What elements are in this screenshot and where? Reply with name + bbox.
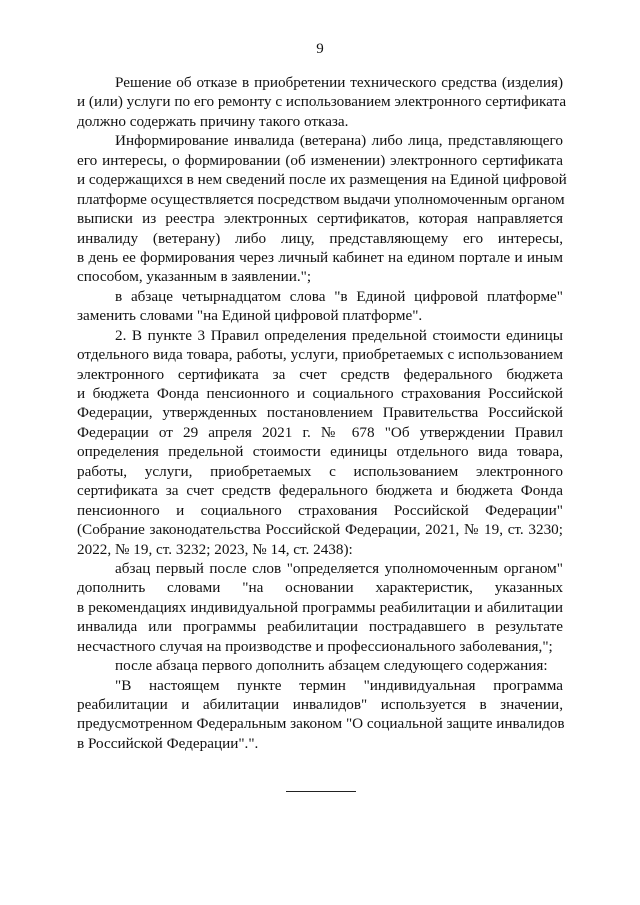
- text-line: сертификата за счет средств федерального бюджета и бюджета Фонда: [77, 482, 563, 500]
- text-line: и (или) услуги по его ремонту с использованием электронного сертификата: [77, 93, 567, 111]
- end-divider: [286, 791, 356, 792]
- document-body: [77, 73, 567, 753]
- text-line: в день ее формирования через личный кабинет на едином портале и иным: [77, 248, 563, 266]
- text-line: 2. В пункте 3 Правил определения предельной стоимости единицы: [115, 326, 563, 344]
- text-line: в Российской Федерации".".: [77, 734, 259, 752]
- text-line: в абзаце четырнадцатом слова "в Единой цифровой платформе": [115, 287, 563, 305]
- text-line: абзац первый после слов "определяется уполномоченным органом": [115, 559, 563, 577]
- text-line: Федерации, утвержденных постановлением Правительства Российской: [77, 404, 563, 422]
- text-line: инвалиду (ветерану) либо лицу, представляющему его интересы,: [77, 229, 563, 247]
- text-line: выписки из реестра электронных сертификатов, которая направляется: [77, 210, 563, 228]
- text-line: инвалида или программы реабилитации пострадавшего в результате: [77, 618, 563, 636]
- text-line: реабилитации и абилитации инвалидов" используется в значении,: [77, 696, 563, 713]
- text-line: "В настоящем пункте термин "индивидуальная программа: [115, 676, 563, 694]
- text-line: определения предельной стоимости единицы отдельного вида товара,: [77, 443, 563, 461]
- text-line: способом, указанным в заявлении.";: [77, 268, 312, 286]
- text-line: заменить словами "на Единой цифровой платформе".: [77, 307, 423, 325]
- text-line: пенсионного и социального страхования Российской Федерации": [77, 501, 563, 519]
- text-line: и содержащихся в нем сведений после их размещения на Единой цифровой: [77, 171, 567, 189]
- text-line: после абзаца первого дополнить абзацем следующего содержания:: [115, 657, 548, 675]
- text-line: платформе осуществляется посредством выдачи уполномоченным органом: [77, 190, 565, 208]
- text-line: несчастного случая на производстве и профессионального заболевания,";: [77, 637, 553, 655]
- text-line: работы, услуги, приобретаемых с использованием электронного: [77, 462, 563, 480]
- text-line: Федерации от 29 апреля 2021 г. № 678 "Об утверждении Правил: [77, 423, 563, 441]
- text-line: электронного сертификата за счет средств федерального бюджета: [77, 365, 563, 383]
- text-line: в рекомендациях индивидуальной программы реабилитации и абилитации: [77, 598, 563, 616]
- page-number: 9: [316, 41, 324, 57]
- text-line: дополнить словами "на основании характеристик, указанных: [77, 579, 563, 597]
- text-line: Решение об отказе в приобретении технического средства (изделия): [115, 74, 563, 91]
- text-line: предусмотренном Федеральным законом "О социальной защите инвалидов: [77, 715, 565, 733]
- text-line: и бюджета Фонда пенсионного и социального страхования Российской: [77, 385, 563, 402]
- text-line: 2022, № 19, ст. 3232; 2023, № 14, ст. 2438):: [77, 540, 353, 558]
- text-line: его интересы, о формировании (об изменении) электронного сертификата: [77, 151, 563, 169]
- text-line: Информирование инвалида (ветерана) либо лица, представляющего: [115, 132, 563, 150]
- text-line: должно содержать причину такого отказа.: [77, 112, 349, 130]
- text-line: (Собрание законодательства Российской Федерации, 2021, № 19, ст. 3230;: [77, 521, 563, 539]
- text-line: отдельного вида товара, работы, услуги, приобретаемых с использованием: [77, 346, 563, 364]
